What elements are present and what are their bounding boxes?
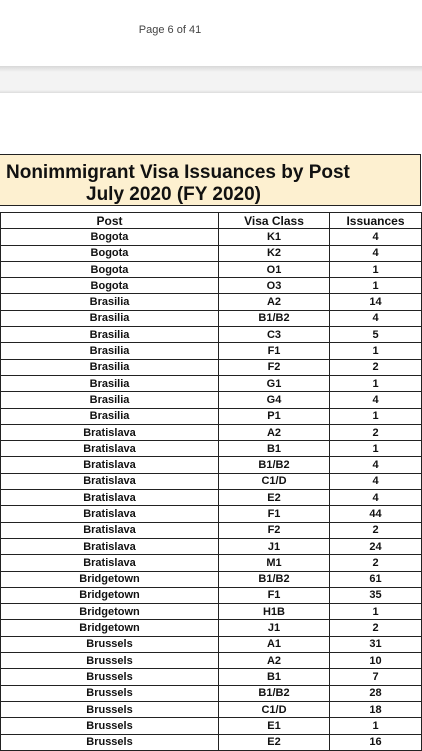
- cell-post: Bridgetown: [1, 587, 219, 603]
- table-row: [1, 571, 422, 587]
- cell-post: Bogota: [1, 245, 219, 261]
- cell-issuances: 2: [330, 359, 422, 375]
- cell-visa-class: P1: [219, 408, 330, 424]
- cell-issuances: 4: [330, 392, 422, 408]
- cell-visa-class: A1: [219, 636, 330, 652]
- cell-visa-class: J1: [219, 620, 330, 636]
- table-row: [1, 278, 422, 294]
- table-row: [1, 294, 422, 310]
- table-row: [1, 359, 422, 375]
- table-row: [1, 343, 422, 359]
- page-gap: [0, 66, 422, 93]
- cell-issuances: 61: [330, 571, 422, 587]
- cell-issuances: 2: [330, 555, 422, 571]
- cell-visa-class: H1B: [219, 604, 330, 620]
- cell-visa-class: A2: [219, 653, 330, 669]
- table-row: [1, 522, 422, 538]
- cell-visa-class: C1/D: [219, 473, 330, 489]
- table-row: [1, 473, 422, 489]
- cell-post: Brussels: [1, 636, 219, 652]
- cell-visa-class: B1/B2: [219, 571, 330, 587]
- cell-issuances: 5: [330, 327, 422, 343]
- cell-visa-class: G4: [219, 392, 330, 408]
- cell-visa-class: C1/D: [219, 701, 330, 717]
- table-row: [1, 685, 422, 701]
- cell-post: Brussels: [1, 685, 219, 701]
- cell-visa-class: B1: [219, 669, 330, 685]
- report-subtitle: July 2020 (FY 2020): [86, 184, 261, 205]
- cell-post: Bridgetown: [1, 604, 219, 620]
- cell-visa-class: F2: [219, 522, 330, 538]
- cell-issuances: 1: [330, 718, 422, 734]
- table-row: [1, 441, 422, 457]
- cell-issuances: 35: [330, 587, 422, 603]
- cell-post: Brussels: [1, 669, 219, 685]
- cell-post: Brussels: [1, 734, 219, 750]
- cell-visa-class: B1/B2: [219, 685, 330, 701]
- cell-issuances: 31: [330, 636, 422, 652]
- cell-issuances: 4: [330, 490, 422, 506]
- cell-issuances: 1: [330, 441, 422, 457]
- cell-post: Bogota: [1, 229, 219, 245]
- table-row: [1, 245, 422, 261]
- table-row: [1, 375, 422, 391]
- cell-issuances: 44: [330, 506, 422, 522]
- cell-visa-class: E2: [219, 490, 330, 506]
- viewer-page-top: [0, 0, 422, 66]
- table-row: [1, 506, 422, 522]
- cell-post: Bratislava: [1, 457, 219, 473]
- cell-issuances: 2: [330, 620, 422, 636]
- cell-issuances: 18: [330, 701, 422, 717]
- report-title: Nonimmigrant Visa Issuances by Post: [6, 162, 350, 183]
- cell-issuances: 24: [330, 538, 422, 554]
- cell-post: Brasilia: [1, 359, 219, 375]
- table-row: [1, 392, 422, 408]
- cell-visa-class: M1: [219, 555, 330, 571]
- cell-post: Brussels: [1, 718, 219, 734]
- cell-visa-class: F2: [219, 359, 330, 375]
- table-row: [1, 669, 422, 685]
- cell-visa-class: B1/B2: [219, 457, 330, 473]
- table-row: [1, 653, 422, 669]
- cell-visa-class: B1: [219, 441, 330, 457]
- visa-issuance-table: [0, 212, 422, 751]
- cell-post: Brussels: [1, 701, 219, 717]
- cell-issuances: 4: [330, 229, 422, 245]
- cell-post: Bratislava: [1, 424, 219, 440]
- cell-issuances: 2: [330, 522, 422, 538]
- cell-issuances: 10: [330, 653, 422, 669]
- table-row: [1, 424, 422, 440]
- cell-visa-class: K1: [219, 229, 330, 245]
- cell-post: Bratislava: [1, 441, 219, 457]
- cell-post: Brasilia: [1, 375, 219, 391]
- cell-visa-class: A2: [219, 294, 330, 310]
- column-header-post: Post: [1, 213, 219, 229]
- table-row: [1, 636, 422, 652]
- cell-issuances: 1: [330, 375, 422, 391]
- cell-issuances: 2: [330, 424, 422, 440]
- table-row: [1, 555, 422, 571]
- table-row: [1, 408, 422, 424]
- cell-post: Bratislava: [1, 522, 219, 538]
- table-row: [1, 457, 422, 473]
- cell-visa-class: A2: [219, 424, 330, 440]
- table-row: [1, 620, 422, 636]
- table-row: [1, 701, 422, 717]
- table-row: [1, 587, 422, 603]
- table-row: [1, 538, 422, 554]
- cell-post: Bratislava: [1, 490, 219, 506]
- cell-post: Bogota: [1, 278, 219, 294]
- cell-post: Bratislava: [1, 473, 219, 489]
- page-number-indicator: Page 6 of 41: [138, 24, 202, 36]
- cell-post: Bridgetown: [1, 620, 219, 636]
- cell-visa-class: J1: [219, 538, 330, 554]
- table-row: [1, 261, 422, 277]
- cell-visa-class: O3: [219, 278, 330, 294]
- cell-issuances: 1: [330, 278, 422, 294]
- cell-issuances: 4: [330, 457, 422, 473]
- cell-visa-class: B1/B2: [219, 310, 330, 326]
- column-header-issuances: Issuances: [330, 213, 422, 229]
- table-row: [1, 734, 422, 750]
- cell-post: Brasilia: [1, 408, 219, 424]
- cell-post: Bratislava: [1, 538, 219, 554]
- cell-post: Brasilia: [1, 343, 219, 359]
- cell-issuances: 7: [330, 669, 422, 685]
- cell-issuances: 1: [330, 604, 422, 620]
- table-row: [1, 718, 422, 734]
- cell-post: Brasilia: [1, 294, 219, 310]
- cell-issuances: 28: [330, 685, 422, 701]
- cell-visa-class: O1: [219, 261, 330, 277]
- cell-issuances: 4: [330, 473, 422, 489]
- cell-visa-class: E2: [219, 734, 330, 750]
- cell-issuances: 14: [330, 294, 422, 310]
- table-row: [1, 604, 422, 620]
- cell-post: Bridgetown: [1, 571, 219, 587]
- cell-issuances: 1: [330, 408, 422, 424]
- cell-post: Bratislava: [1, 506, 219, 522]
- cell-visa-class: K2: [219, 245, 330, 261]
- cell-post: Bratislava: [1, 555, 219, 571]
- cell-issuances: 4: [330, 245, 422, 261]
- column-header-visa-class: Visa Class: [219, 213, 330, 229]
- report-title-box: [0, 154, 421, 206]
- cell-visa-class: C3: [219, 327, 330, 343]
- cell-post: Brasilia: [1, 310, 219, 326]
- cell-issuances: 16: [330, 734, 422, 750]
- table-row: [1, 490, 422, 506]
- cell-visa-class: F1: [219, 587, 330, 603]
- cell-visa-class: F1: [219, 506, 330, 522]
- cell-issuances: 1: [330, 343, 422, 359]
- cell-issuances: 4: [330, 310, 422, 326]
- table-row: [1, 310, 422, 326]
- table-row: [1, 229, 422, 245]
- cell-post: Brasilia: [1, 327, 219, 343]
- table-header-row: [1, 213, 422, 229]
- cell-post: Brussels: [1, 653, 219, 669]
- cell-visa-class: E1: [219, 718, 330, 734]
- cell-visa-class: G1: [219, 375, 330, 391]
- cell-post: Brasilia: [1, 392, 219, 408]
- cell-visa-class: F1: [219, 343, 330, 359]
- cell-issuances: 1: [330, 261, 422, 277]
- cell-post: Bogota: [1, 261, 219, 277]
- table-row: [1, 327, 422, 343]
